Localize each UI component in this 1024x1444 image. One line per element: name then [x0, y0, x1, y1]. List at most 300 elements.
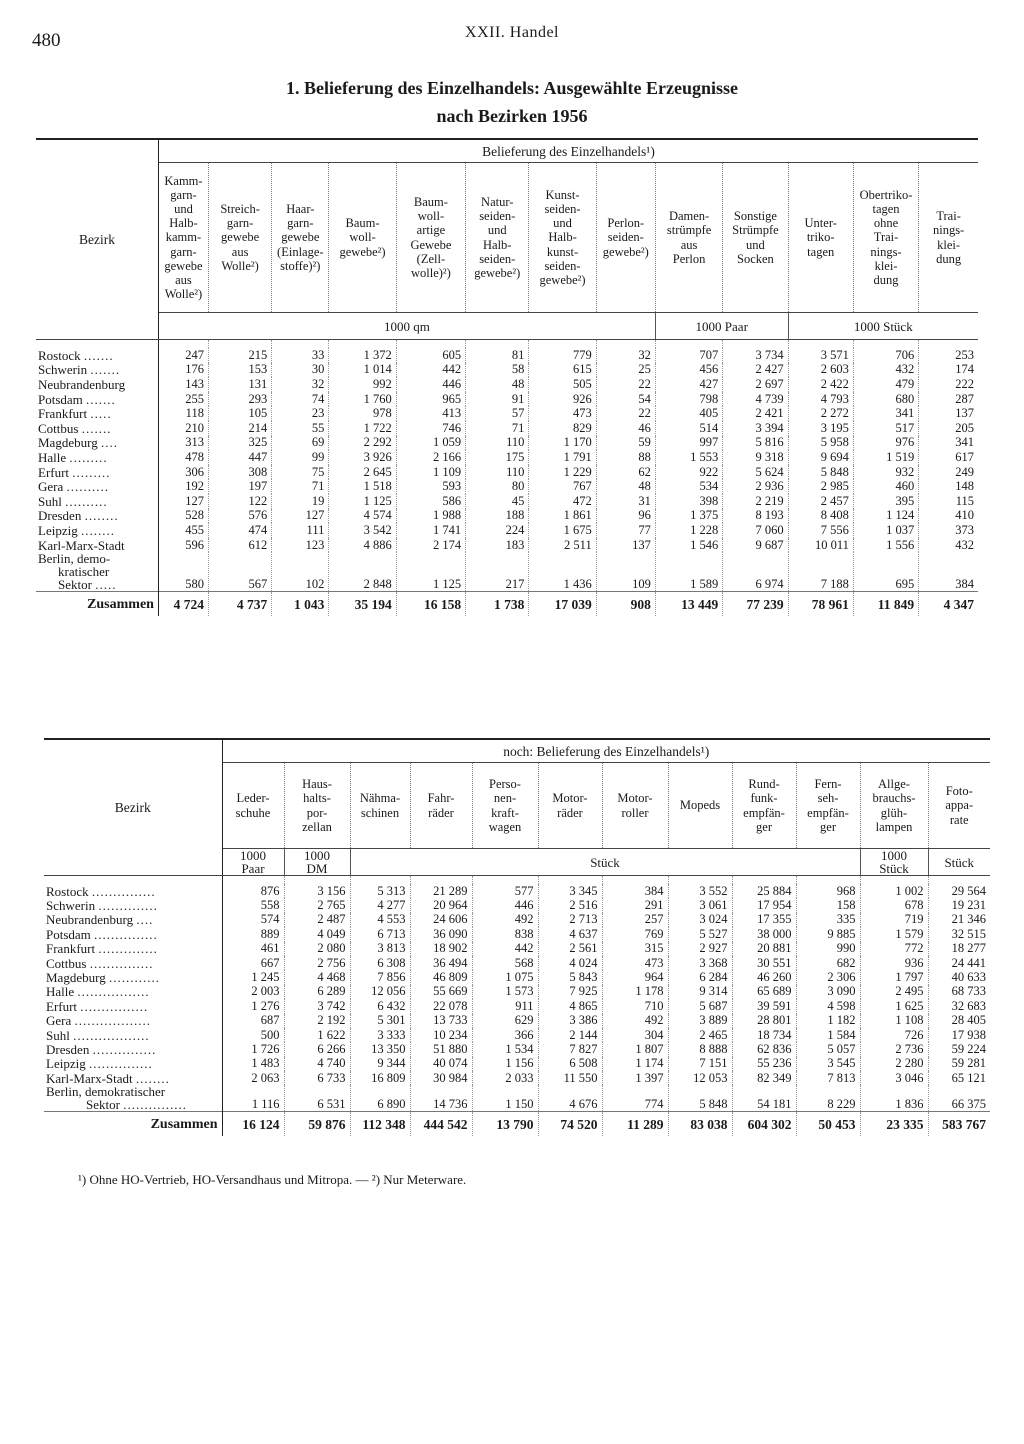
value-cell: 2 603 — [788, 363, 853, 378]
value-cell: 36 494 — [410, 956, 472, 970]
value-cell: 7 060 — [723, 523, 788, 538]
spacer-cell — [466, 340, 529, 349]
table-row — [36, 406, 978, 421]
value-cell: 210 — [185, 420, 204, 435]
value-cell: 325 — [208, 436, 271, 451]
total-value: 1 738 — [466, 592, 529, 617]
spacer-row — [44, 876, 990, 885]
value-cell: 9 694 — [788, 450, 853, 465]
value-cell: 1 375 — [655, 509, 722, 524]
value-cell: 46 260 — [732, 970, 796, 984]
value-cell: 990 — [796, 942, 860, 956]
value-cell: 706 — [853, 348, 918, 363]
total-value: 59 876 — [284, 1112, 350, 1137]
value-cell: 2 645 — [329, 465, 396, 480]
value-cell: 2 848 — [329, 552, 396, 592]
value-cell: 1 002 — [860, 884, 928, 898]
value-cell: 1 573 — [472, 985, 538, 999]
value-cell: 968 — [796, 884, 860, 898]
value-cell: 1 519 — [853, 450, 918, 465]
leader-dots: ..... — [95, 577, 117, 593]
column-header: Leder- schuhe — [222, 763, 284, 849]
value-cell: 1 170 — [529, 436, 596, 451]
value-cell: 2 756 — [284, 956, 350, 970]
spacer-cell — [602, 876, 668, 885]
value-cell: 586 — [396, 494, 465, 509]
value-cell: 432 — [853, 363, 918, 378]
total-value: 16 158 — [396, 592, 465, 617]
district-name: Karl-Marx-Stadt — [38, 537, 125, 553]
leader-dots: ....... — [90, 362, 121, 378]
district-name: Schwerin — [38, 362, 88, 378]
district-name: Suhl — [46, 1027, 70, 1043]
district-name-cell — [36, 465, 158, 480]
value-cell: 102 — [272, 552, 329, 592]
value-cell: 2 487 — [284, 913, 350, 927]
value-cell: 7 151 — [668, 1057, 732, 1071]
value-cell: 726 — [860, 1028, 928, 1042]
value-cell: 192 — [185, 479, 204, 494]
value-cell: 997 — [655, 436, 722, 451]
spacer-cell — [208, 340, 271, 349]
unit-header: 1000 Stück — [860, 849, 928, 876]
value-cell: 1 807 — [602, 1042, 668, 1056]
spacer-cell — [538, 876, 602, 885]
value-cell: 492 — [472, 913, 538, 927]
value-cell: 214 — [208, 421, 271, 436]
value-cell: 247 — [185, 347, 204, 362]
value-cell: 615 — [529, 363, 596, 378]
value-cell: 6 266 — [284, 1042, 350, 1056]
value-cell: 580 — [185, 577, 204, 592]
district-name-cell — [36, 377, 158, 392]
value-cell: 1 182 — [796, 1014, 860, 1028]
value-cell: 446 — [472, 898, 538, 912]
table-row — [36, 450, 978, 465]
value-cell: 1 228 — [655, 523, 722, 538]
table-row — [36, 465, 978, 480]
value-cell: 2 280 — [860, 1057, 928, 1071]
leader-dots: ............... — [88, 1056, 153, 1072]
value-cell: 65 689 — [732, 985, 796, 999]
value-cell: 12 056 — [350, 985, 410, 999]
value-cell: 23 — [272, 406, 329, 421]
value-cell: 528 — [185, 508, 204, 523]
value-cell: 91 — [466, 392, 529, 407]
value-cell: 9 885 — [796, 927, 860, 941]
value-cell: 2 003 — [251, 984, 280, 999]
value-cell: 3 090 — [796, 985, 860, 999]
value-cell: 1 125 — [329, 494, 396, 509]
table-row — [36, 377, 978, 392]
district-name-cell — [44, 1085, 222, 1112]
value-cell: 1 553 — [655, 450, 722, 465]
table-row — [44, 927, 990, 941]
value-cell: 577 — [472, 884, 538, 898]
value-cell: 1 108 — [860, 1014, 928, 1028]
district-name: Gera — [46, 1013, 72, 1029]
total-value: 4 737 — [208, 592, 271, 617]
value-cell: 6 531 — [284, 1085, 350, 1112]
value-cell: 3 386 — [538, 1014, 602, 1028]
value-cell: 384 — [602, 884, 668, 898]
district-name-cell — [36, 494, 158, 509]
value-cell: 293 — [208, 392, 271, 407]
leader-dots: .......... — [66, 479, 110, 495]
value-cell: 51 880 — [410, 1042, 472, 1056]
value-cell: 1 546 — [655, 538, 722, 553]
value-cell: 32 — [596, 348, 655, 363]
column-header: Natur- seiden- und Halb- seiden- gewebe²) — [466, 163, 529, 313]
value-cell: 7 925 — [538, 985, 602, 999]
value-cell: 2 292 — [329, 436, 396, 451]
value-cell: 62 836 — [732, 1042, 796, 1056]
value-cell: 6 974 — [723, 552, 788, 592]
leader-dots: ............ — [108, 970, 160, 986]
value-cell: 308 — [208, 465, 271, 480]
district-name-cell — [44, 913, 222, 927]
value-cell: 965 — [396, 392, 465, 407]
value-cell: 4 740 — [284, 1057, 350, 1071]
value-cell: 9 314 — [668, 985, 732, 999]
value-cell: 28 801 — [732, 1014, 796, 1028]
value-cell: 2 174 — [396, 538, 465, 553]
value-cell: 460 — [853, 479, 918, 494]
value-cell: 4 793 — [788, 392, 853, 407]
leader-dots: ............... — [92, 1041, 157, 1057]
value-cell: 1 178 — [602, 985, 668, 999]
value-cell: 398 — [655, 494, 722, 509]
district-name-cell — [44, 927, 222, 941]
district-name-line: Berlin, demo- — [38, 551, 111, 567]
value-cell: 2 033 — [472, 1071, 538, 1085]
value-cell: 446 — [396, 377, 465, 392]
leader-dots: ................. — [77, 984, 150, 1000]
leader-dots: .... — [100, 435, 118, 451]
table-title-line-1: 1. Belieferung des Einzelhandels: Ausgewählte Erzeugnisse — [285, 78, 738, 98]
value-cell: 779 — [529, 348, 596, 363]
district-name-line — [38, 578, 158, 591]
value-cell: 25 884 — [732, 884, 796, 898]
value-cell: 442 — [396, 363, 465, 378]
unit-header: 1000 DM — [284, 849, 350, 876]
district-name: Halle — [46, 984, 75, 1000]
table-row — [44, 913, 990, 927]
value-cell: 3 742 — [284, 999, 350, 1013]
total-value: 1 043 — [272, 592, 329, 617]
value-cell: 3 345 — [538, 884, 602, 898]
district-name-cell — [36, 363, 158, 378]
value-cell: 2 765 — [284, 898, 350, 912]
value-cell: 110 — [466, 436, 529, 451]
value-cell: 335 — [796, 913, 860, 927]
value-cell: 3 734 — [723, 348, 788, 363]
district-name-cell — [44, 985, 222, 999]
value-cell: 517 — [853, 421, 918, 436]
value-cell: 710 — [602, 999, 668, 1013]
value-cell: 7 827 — [538, 1042, 602, 1056]
column-header: Mopeds — [668, 763, 732, 849]
total-value: 11 289 — [602, 1112, 668, 1137]
value-cell: 505 — [529, 377, 596, 392]
district-name-cell — [44, 1057, 222, 1071]
value-cell: 1 622 — [284, 1028, 350, 1042]
table-row — [44, 999, 990, 1013]
value-cell: 1 125 — [396, 552, 465, 592]
total-row — [36, 592, 978, 617]
value-cell: 48 — [466, 377, 529, 392]
value-cell: 22 — [596, 377, 655, 392]
value-cell: 29 564 — [928, 884, 990, 898]
spacer-cell — [796, 876, 860, 885]
value-cell: 889 — [260, 926, 280, 941]
value-cell: 6 289 — [284, 985, 350, 999]
value-cell: 17 355 — [732, 913, 796, 927]
spacer-cell — [529, 340, 596, 349]
value-cell: 1 276 — [251, 998, 280, 1013]
total-value: 444 542 — [410, 1112, 472, 1137]
value-cell: 1 589 — [655, 552, 722, 592]
column-header: Streich- garn- gewebe aus Wolle²) — [208, 163, 271, 313]
value-cell: 5 958 — [788, 436, 853, 451]
value-cell: 6 284 — [668, 970, 732, 984]
value-cell: 80 — [466, 479, 529, 494]
value-cell: 54 — [596, 392, 655, 407]
leader-dots: ........ — [80, 522, 115, 538]
table-row — [44, 970, 990, 984]
value-cell: 2 272 — [788, 406, 853, 421]
value-cell: 40 074 — [410, 1057, 472, 1071]
value-cell: 65 121 — [928, 1071, 990, 1085]
total-value: 74 520 — [538, 1112, 602, 1137]
district-name: Karl-Marx-Stadt — [46, 1070, 133, 1086]
leader-dots: ............... — [89, 955, 154, 971]
value-cell: 304 — [602, 1028, 668, 1042]
value-cell: 30 551 — [732, 956, 796, 970]
value-cell: 131 — [208, 377, 271, 392]
table-row-berlin — [44, 1085, 990, 1112]
value-cell: 1 726 — [251, 1041, 280, 1056]
value-cell: 366 — [472, 1028, 538, 1042]
total-value: 4 724 — [158, 592, 208, 617]
value-cell: 2 697 — [723, 377, 788, 392]
unit-header: 1000 Paar — [655, 313, 788, 340]
value-cell: 137 — [596, 538, 655, 553]
value-cell: 767 — [529, 479, 596, 494]
spacer-cell — [928, 876, 990, 885]
table-row — [44, 1014, 990, 1028]
value-cell: 926 — [529, 392, 596, 407]
value-cell: 18 902 — [410, 942, 472, 956]
value-cell: 2 936 — [723, 479, 788, 494]
value-cell: 2 465 — [668, 1028, 732, 1042]
value-cell: 55 236 — [732, 1057, 796, 1071]
table-row — [44, 884, 990, 898]
value-cell: 46 — [596, 421, 655, 436]
column-header: Nähma- schinen — [350, 763, 410, 849]
column-header: Haar- garn- gewebe (Einlage- stoffe)²) — [272, 163, 329, 313]
value-cell: 36 090 — [410, 927, 472, 941]
spacer-cell — [329, 340, 396, 349]
value-cell: 474 — [208, 523, 271, 538]
value-cell: 183 — [466, 538, 529, 553]
value-cell: 1 836 — [860, 1085, 928, 1112]
value-cell: 341 — [853, 406, 918, 421]
value-cell: 3 813 — [350, 942, 410, 956]
district-name-cell — [36, 421, 158, 436]
value-cell: 447 — [208, 450, 271, 465]
district-name-cell — [36, 552, 158, 592]
table-row — [44, 985, 990, 999]
district-name: Suhl — [38, 493, 62, 509]
value-cell: 932 — [853, 465, 918, 480]
value-cell: 1 156 — [472, 1057, 538, 1071]
value-cell: 2 457 — [788, 494, 853, 509]
leader-dots: ....... — [83, 347, 114, 363]
value-cell: 2 495 — [860, 985, 928, 999]
spacer-cell — [284, 876, 350, 885]
value-cell: 1 556 — [853, 538, 918, 553]
column-header: Unter- triko- tagen — [788, 163, 853, 313]
value-cell: 71 — [466, 421, 529, 436]
value-cell: 4 553 — [350, 913, 410, 927]
value-cell: 568 — [472, 956, 538, 970]
spacer-cell — [723, 340, 788, 349]
value-cell: 976 — [853, 436, 918, 451]
value-cell: 3 061 — [668, 898, 732, 912]
value-cell: 1 797 — [860, 970, 928, 984]
unit-header: 1000 qm — [158, 313, 655, 340]
district-name: Schwerin — [46, 898, 96, 914]
leader-dots: .............. — [98, 941, 158, 957]
value-cell: 1 229 — [529, 465, 596, 480]
value-cell: 39 591 — [732, 999, 796, 1013]
value-cell: 3 195 — [788, 421, 853, 436]
value-cell: 28 405 — [928, 1014, 990, 1028]
spacer-cell — [860, 876, 928, 885]
value-cell: 158 — [796, 898, 860, 912]
value-cell: 3 552 — [668, 884, 732, 898]
district-name-cell — [36, 479, 158, 494]
district-name: Magdeburg — [38, 435, 98, 451]
value-cell: 6 308 — [350, 956, 410, 970]
value-cell: 680 — [853, 392, 918, 407]
value-cell: 16 809 — [350, 1071, 410, 1085]
stub-header: Bezirk — [44, 739, 222, 876]
table-row — [36, 494, 978, 509]
value-cell: 33 — [272, 348, 329, 363]
value-cell: 442 — [472, 942, 538, 956]
value-cell: 48 — [596, 479, 655, 494]
table-2 — [44, 738, 990, 1136]
value-cell: 432 — [919, 538, 978, 553]
value-cell: 257 — [602, 913, 668, 927]
value-cell: 315 — [602, 942, 668, 956]
value-cell: 500 — [260, 1027, 280, 1042]
value-cell: 1 675 — [529, 523, 596, 538]
running-head: XXII. Handel — [465, 24, 559, 41]
value-cell: 707 — [655, 348, 722, 363]
district-name: Gera — [38, 479, 64, 495]
table-row — [36, 421, 978, 436]
spacer-cell — [36, 340, 158, 349]
district-name-cell — [44, 1014, 222, 1028]
leader-dots: .................. — [74, 1013, 152, 1029]
value-cell: 306 — [185, 464, 204, 479]
value-cell: 174 — [919, 363, 978, 378]
value-cell: 4 468 — [284, 970, 350, 984]
value-cell: 99 — [272, 450, 329, 465]
value-cell: 77 — [596, 523, 655, 538]
total-value: 83 038 — [668, 1112, 732, 1137]
value-cell: 153 — [208, 363, 271, 378]
value-cell: 66 375 — [928, 1085, 990, 1112]
value-cell: 137 — [919, 406, 978, 421]
value-cell: 678 — [860, 898, 928, 912]
value-cell: 769 — [602, 927, 668, 941]
column-header: Baum- woll- artige Gewebe (Zell- wolle)²) — [396, 163, 465, 313]
value-cell: 59 — [596, 436, 655, 451]
value-cell: 719 — [860, 913, 928, 927]
page-number: 480 — [32, 30, 61, 51]
value-cell: 46 809 — [410, 970, 472, 984]
value-cell: 1 579 — [860, 927, 928, 941]
table-row — [36, 436, 978, 451]
table-row — [36, 363, 978, 378]
value-cell: 558 — [260, 898, 280, 913]
column-header: Haus- halts- por- zellan — [284, 763, 350, 849]
value-cell: 6 432 — [350, 999, 410, 1013]
value-cell: 978 — [329, 406, 396, 421]
leader-dots: ............... — [94, 926, 158, 942]
spacer-cell — [472, 876, 538, 885]
value-cell: 96 — [596, 509, 655, 524]
column-header: Perlon- seiden- gewebe²) — [596, 163, 655, 313]
value-cell: 2 422 — [788, 377, 853, 392]
value-cell: 38 000 — [732, 927, 796, 941]
value-cell: 9 344 — [350, 1057, 410, 1071]
total-row — [44, 1112, 990, 1137]
value-cell: 118 — [185, 406, 204, 421]
leader-dots: ............... — [123, 1097, 187, 1113]
district-name-cell — [44, 956, 222, 970]
table-title-line-2: nach Bezirken 1956 — [436, 106, 588, 126]
value-cell: 667 — [260, 955, 280, 970]
value-cell: 478 — [185, 449, 204, 464]
district-name: Cottbus — [38, 420, 79, 436]
value-cell: 992 — [329, 377, 396, 392]
value-cell: 55 — [272, 421, 329, 436]
value-cell: 1 988 — [396, 509, 465, 524]
value-cell: 2 144 — [538, 1028, 602, 1042]
value-cell: 427 — [655, 377, 722, 392]
value-cell: 1 791 — [529, 450, 596, 465]
value-cell: 45 — [466, 494, 529, 509]
value-cell: 936 — [860, 956, 928, 970]
value-cell: 1 150 — [472, 1085, 538, 1112]
value-cell: 6 713 — [350, 927, 410, 941]
value-cell: 1 245 — [251, 970, 280, 985]
value-cell: 55 669 — [410, 985, 472, 999]
district-name-cell — [36, 392, 158, 407]
value-cell: 25 — [596, 363, 655, 378]
value-cell: 13 350 — [350, 1042, 410, 1056]
district-name: Rostock — [46, 883, 89, 899]
total-value: 78 961 — [788, 592, 853, 617]
value-cell: 148 — [919, 479, 978, 494]
column-header: Obertriko- tagen ohne Trai- nings- klei- dung — [853, 163, 918, 313]
total-value: 77 239 — [723, 592, 788, 617]
